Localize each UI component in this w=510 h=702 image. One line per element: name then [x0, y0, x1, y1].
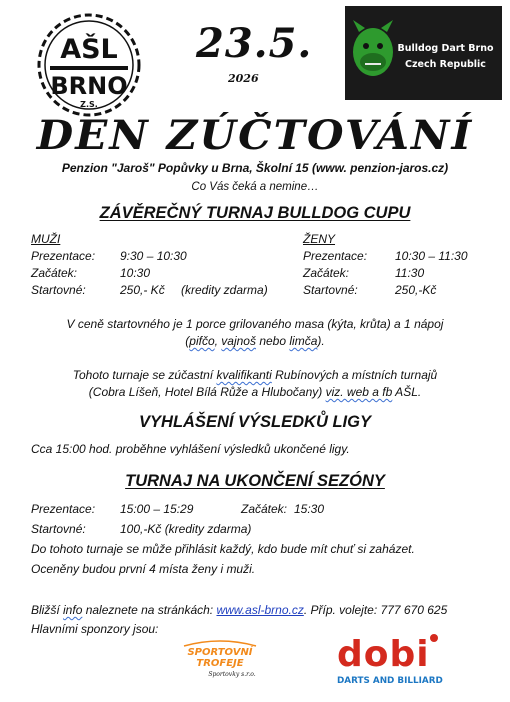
- bulldog-dart-logo: [345, 6, 502, 100]
- event-year: 2026: [228, 72, 259, 85]
- s3-value-fee: 100,-Kč (kredity zdarma): [120, 522, 252, 536]
- sponsors-label: Hlavními sponzory jsou:: [31, 622, 159, 636]
- men-label-registration: Prezentace:: [31, 249, 96, 263]
- fee-info-line1: V ceně startovného je 1 porce grilovaného masa (kýta, krůta) a 1 nápoj: [66, 317, 444, 331]
- website-link[interactable]: www.asl-brno.cz: [216, 603, 304, 617]
- section1-title: ZÁVĚREČNÝ TURNAJ BULLDOG CUPU: [99, 204, 411, 222]
- s3-line4: Oceněny budou první 4 místa ženy i muži.: [31, 562, 256, 576]
- men-value-registration: 9:30 – 10:30: [120, 249, 187, 263]
- event-date: 23.5.: [196, 20, 313, 67]
- main-title: DEN ZÚČTOVÁNÍ: [36, 112, 474, 159]
- contact-line: Bližší info naleznete na stránkách: www.asl-brno.cz. Příp. volejte: 777 670 625: [31, 603, 448, 617]
- dobi-name: dobi: [337, 634, 430, 675]
- bulldog-logo-line1: Bulldog Dart Brno: [397, 43, 494, 54]
- asl-brno-logo: [36, 12, 142, 118]
- sportovni-trofeje-logo: [180, 638, 260, 682]
- women-label-fee: Startovné:: [303, 283, 358, 297]
- qualification-line1: Tohoto turnaje se zúčastní kvalifikanti Rubínových a místních turnajů: [72, 368, 438, 382]
- dobi-logo: [333, 626, 451, 688]
- women-label-registration: Prezentace:: [303, 249, 368, 263]
- s3-line3: Do tohoto turnaje se může přihlásit každý, kdo bude mít chuť si zaházet.: [31, 542, 415, 556]
- men-fee-note: (kredity zdarma): [181, 283, 268, 297]
- venue-line: Penzion "Jaroš" Popůvky u Brna, Školní 15 (www. penzion-jaros.cz): [61, 161, 449, 175]
- section2-text: Cca 15:00 hod. proběhne vyhlášení výsledků ukončené ligy.: [31, 442, 350, 456]
- section2-title: VYHLÁŠENÍ VÝSLEDKŮ LIGY: [139, 413, 371, 431]
- fee-info-line2: (pifčo, vajnoš nebo limča).: [185, 334, 325, 348]
- asl-logo-line2: BRNO: [50, 72, 128, 100]
- men-value-fee: 250,- Kč: [120, 283, 165, 297]
- trofeje-line2: TROFEJE: [196, 658, 244, 669]
- s3-value-start: 15:30: [294, 502, 325, 516]
- men-value-start: 10:30: [120, 266, 151, 280]
- men-heading: MUŽI: [31, 232, 61, 246]
- dobi-subtitle: DARTS AND BILLIARD: [337, 676, 443, 686]
- trofeje-line3: Sportovky s.r.o.: [208, 671, 256, 678]
- women-value-fee: 250,-Kč: [395, 283, 437, 297]
- s3-value-registration: 15:00 – 15:29: [120, 502, 194, 516]
- men-label-start: Začátek:: [31, 266, 78, 280]
- qualification-line2: (Cobra Líšeň, Hotel Bílá Růže a Hlubočany) viz. web a fb AŠL.: [88, 385, 422, 399]
- s3-label-registration: Prezentace:: [31, 502, 96, 516]
- s3-label-fee: Startovné:: [31, 522, 86, 536]
- s3-label-start: Začátek:: [241, 502, 288, 516]
- women-heading: ŽENY: [303, 232, 336, 246]
- invite-line: Co Vás čeká a nemine…: [191, 181, 319, 193]
- women-value-registration: 10:30 – 11:30: [395, 249, 468, 263]
- asl-logo-line1: AŠL: [60, 34, 118, 65]
- section3-title: TURNAJ NA UKONČENÍ SEZÓNY: [125, 472, 385, 490]
- women-value-start: 11:30: [395, 266, 425, 280]
- men-label-fee: Startovné:: [31, 283, 86, 297]
- asl-logo-line3: Z.S.: [80, 100, 98, 109]
- bulldog-logo-line2: Czech Republic: [405, 59, 486, 70]
- trofeje-line1: SPORTOVNÍ: [187, 647, 253, 658]
- women-label-start: Začátek:: [303, 266, 350, 280]
